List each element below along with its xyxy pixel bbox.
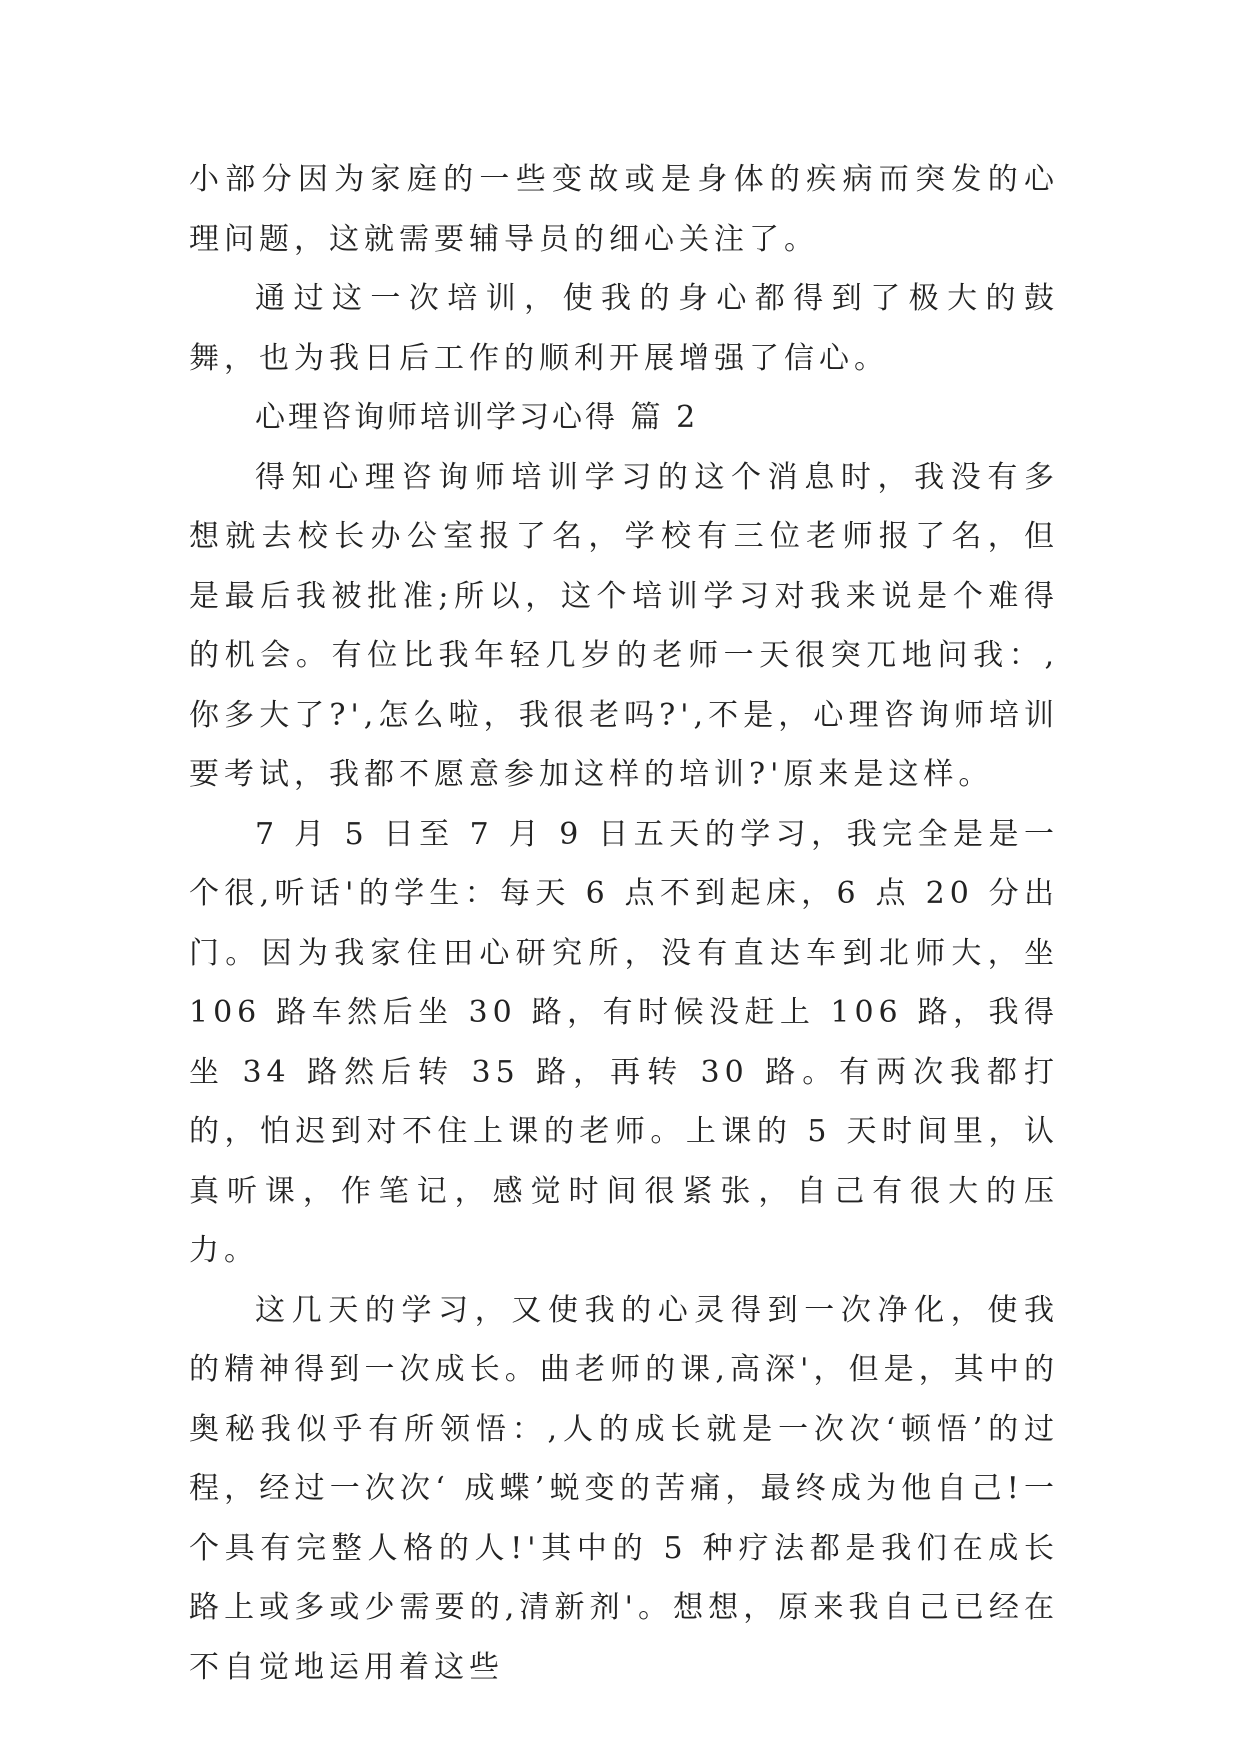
paragraph-conclusion: 通过这一次培训，使我的身心都得到了极大的鼓舞，也为我日后工作的顺利开展增强了信心。 xyxy=(189,281,1059,376)
document-body xyxy=(189,150,1059,1697)
paragraph-schedule: 7 月 5 日至 7 月 9 日五天的学习，我完全是是一个很,听话'的学生：每天 6 点不到起床，6 点 20 分出门。因为我家住田心研究所，没有直达车到北师大，坐 106 路车然后坐 30 路，有时候没赶上 106 路，我得坐 34 路然后转 35 路，再转 30 路。有两次我都打的，怕迟到对不住上课的老师。上课的 5 天时间里，认真听课，作笔记，感觉时间很紧张，自己有很大的压力。 xyxy=(189,816,1059,1268)
section-heading: 心理咨询师培训学习心得 篇 2 xyxy=(255,400,699,435)
paragraph-continued: 小部分因为家庭的一些变故或是身体的疾病而突发的心理问题，这就需要辅导员的细心关注了。 xyxy=(189,162,1059,257)
paragraph-intro: 得知心理咨询师培训学习的这个消息时，我没有多想就去校长办公室报了名，学校有三位老师报了名，但是最后我被批准;所以，这个培训学习对我来说是个难得的机会。有位比我年轻几岁的老师一天很突兀地问我：,你多大了?',怎么啦，我很老吗?',不是，心理咨询师培训要考试，我都不愿意参加这样的培训?'原来是这样。 xyxy=(189,459,1059,792)
paragraph-reflection: 这几天的学习，又使我的心灵得到一次净化，使我的精神得到一次成长。曲老师的课,高深'，但是，其中的奥秘我似乎有所领悟：,人的成长就是一次次‘顿悟’的过程，经过一次次‘ 成蝶’蜕变的苦痛，最终成为他自己!一个具有完整人格的人!'其中的 5 种疗法都是我们在成长路上或多或少需要的,清新剂'。想想，原来我自己已经在不自觉地运用着这些 xyxy=(189,1292,1059,1685)
